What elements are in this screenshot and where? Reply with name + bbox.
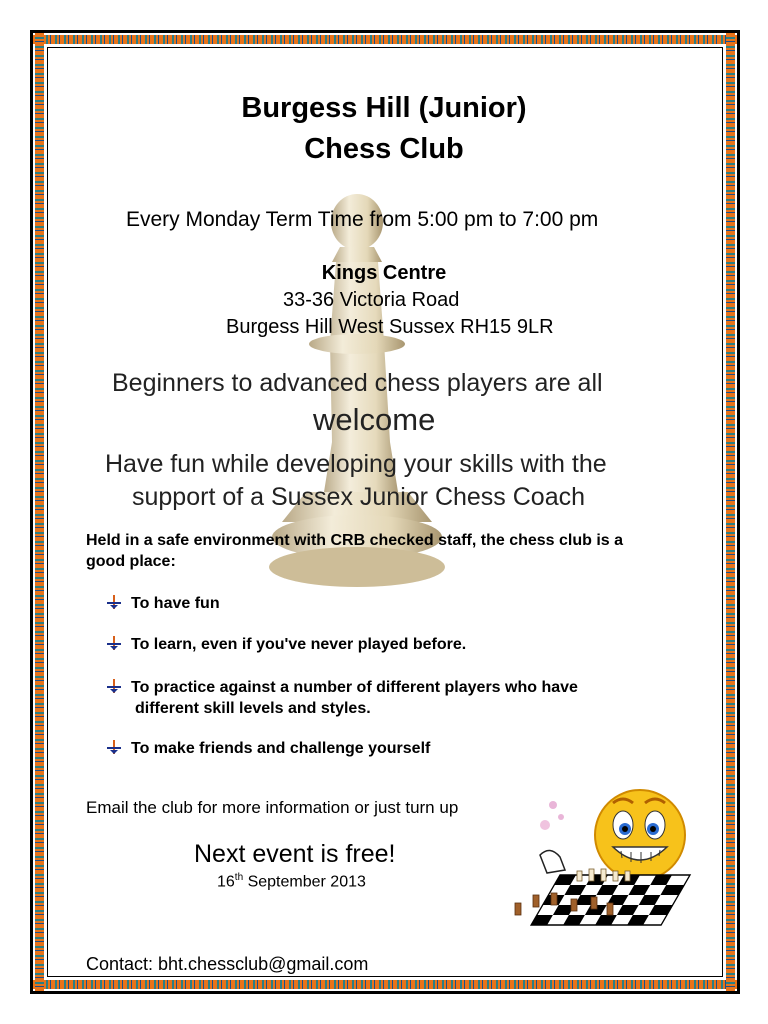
title-line-1: Burgess Hill (Junior) [241,92,527,124]
next-event: Next event is free! [194,840,396,868]
border-band-bottom [33,980,737,989]
bullet-item-2: To learn, even if you've never played before. [131,636,467,653]
border-band-right [726,33,735,991]
bullet-arrow-icon [106,594,122,610]
fun-line-2: support of a Sussex Junior Chess Coach [132,483,586,511]
bullet-item-3: To practice against a number of different players who have [131,679,578,696]
title-line-2: Chess Club [304,133,464,165]
event-date-suffix: th [234,872,244,883]
border-band-top [33,35,737,44]
venue-address-2: Burgess Hill West Sussex RH15 9LR [226,316,554,338]
border-band-left [35,33,44,991]
bullet-item-1: To have fun [131,595,220,612]
welcome-line-1: Beginners to advanced chess players are all [112,369,603,397]
bullet-arrow-icon [106,635,122,651]
event-date-rest: September 2013 [243,873,366,891]
held-line-1: Held in a safe environment with CRB checked staff, the chess club is a [86,532,624,549]
schedule-text: Every Monday Term Time from 5:00 pm to 7:00 pm [126,208,599,231]
venue-address-1: 33-36 Victoria Road [283,289,460,311]
event-date [217,872,366,891]
bullet-item-4: To make friends and challenge yourself [131,740,431,757]
welcome-line-2: welcome [313,402,436,437]
bullet-arrow-icon [106,739,122,755]
contact-email: Contact: bht.chessclub@gmail.com [86,954,369,974]
venue-name: Kings Centre [321,262,447,284]
smiley-chess-illustration [495,785,695,935]
bullet-item-3-cont: different skill levels and styles. [135,700,371,717]
held-line-2: good place: [86,553,176,570]
fun-line-1: Have fun while developing your skills with the [105,450,607,478]
event-date-day: 16 [217,873,235,891]
email-note: Email the club for more information or just turn up [86,798,459,817]
bullet-arrow-icon [106,678,122,694]
